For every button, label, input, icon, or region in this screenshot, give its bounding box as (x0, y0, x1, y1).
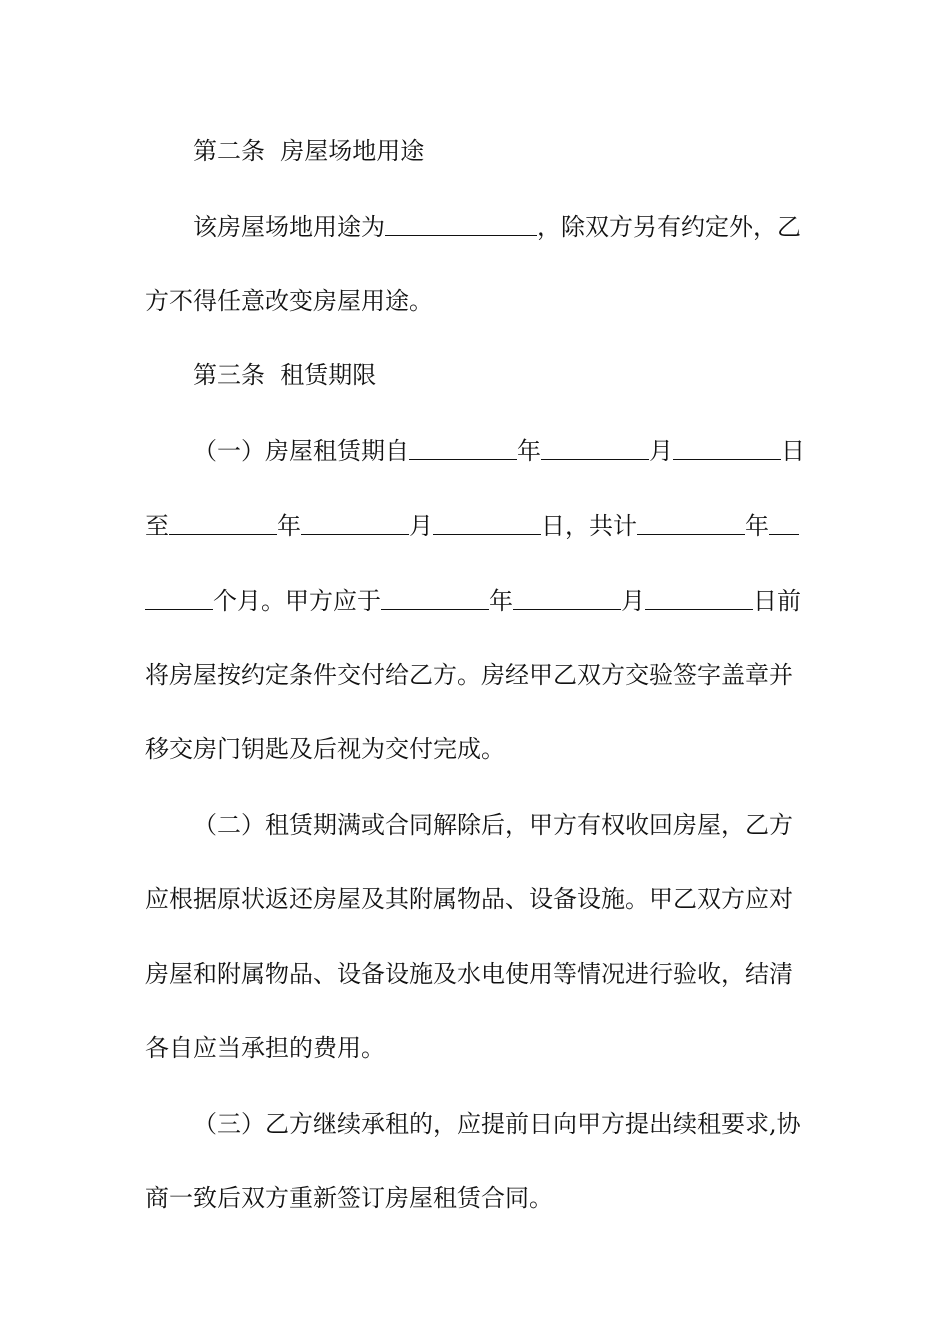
clause-3-line-1: （三）乙方继续承租的，应提前日向甲方提出续租要求,协 (193, 1110, 801, 1138)
text-segment: 日前 (753, 587, 801, 615)
text-segment: ，除双方另有约定外，乙 (537, 213, 801, 241)
clause-1-line-5: 移交房门钥匙及后视为交付完成。 (145, 735, 505, 763)
clause-2-line-1: （二）租赁期满或合同解除后，甲方有权收回房屋，乙方 (193, 811, 793, 839)
article-2-paragraph-line-2: 方不得任意改变房屋用途。 (145, 287, 433, 315)
fill-blank-end-year[interactable] (169, 506, 277, 535)
article-2-paragraph-line-1 (193, 207, 807, 247)
text-segment: 年 (489, 587, 513, 615)
fill-blank-delivery-year[interactable] (381, 581, 489, 610)
text-segment: 月 (409, 512, 433, 540)
clause-2-line-4: 各自应当承担的费用。 (145, 1034, 385, 1062)
text-segment: 月 (649, 437, 673, 465)
clause-2-line-2: 应根据原状返还房屋及其附属物品、设备设施。甲乙双方应对 (145, 885, 793, 913)
fill-blank-end-month[interactable] (301, 506, 409, 535)
clause-1-line-4: 将房屋按约定条件交付给乙方。房经甲乙双方交验签字盖章并 (145, 661, 793, 689)
fill-blank-purpose[interactable] (385, 207, 537, 236)
text-segment: 个月。甲方应于 (213, 587, 381, 615)
fill-blank-start-day[interactable] (673, 431, 781, 460)
text-segment: 日 (781, 437, 805, 465)
clause-3-line-2: 商一致后双方重新签订房屋租赁合同。 (145, 1184, 553, 1212)
fill-blank-end-day[interactable] (433, 506, 541, 535)
article-2-heading: 第二条 房屋场地用途 (193, 137, 425, 165)
clause-1-line-1 (193, 431, 807, 471)
clause-1-line-3 (145, 581, 807, 621)
clause-1-line-2 (145, 506, 807, 546)
text-segment: （一）房屋租赁期自 (193, 437, 409, 465)
fill-blank-delivery-day[interactable] (645, 581, 753, 610)
text-segment: 日，共计 (541, 512, 637, 540)
text-segment: 年 (745, 512, 769, 540)
fill-blank-start-year[interactable] (409, 431, 517, 460)
text-segment: 月 (621, 587, 645, 615)
article-3-heading: 第三条 租赁期限 (193, 361, 377, 389)
text-segment: 年 (277, 512, 301, 540)
fill-blank-total-months-start[interactable] (769, 506, 799, 535)
text-segment: 年 (517, 437, 541, 465)
text-segment: 该房屋场地用途为 (193, 213, 385, 241)
fill-blank-total-years[interactable] (637, 506, 745, 535)
fill-blank-start-month[interactable] (541, 431, 649, 460)
fill-blank-total-months[interactable] (145, 581, 213, 610)
fill-blank-delivery-month[interactable] (513, 581, 621, 610)
text-segment: 至 (145, 512, 169, 540)
clause-2-line-3: 房屋和附属物品、设备设施及水电使用等情况进行验收，结清 (145, 960, 793, 988)
